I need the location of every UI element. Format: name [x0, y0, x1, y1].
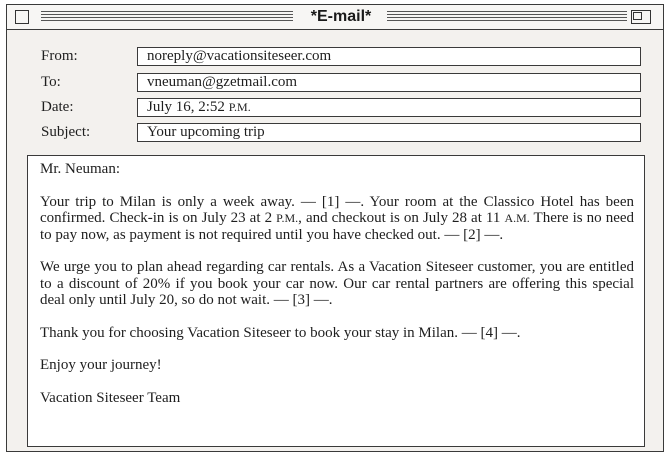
paragraph-1-part-a: Your trip to Milan is only a week away. — [1] —. Your room at the Classico Hotel has been confirmed. Check-in is on July 23 at 2	[40, 193, 634, 226]
paragraph-3: Thank you for choosing Vacation Siteseer to book your stay in Milan. — [4] —.	[40, 324, 521, 341]
greeting: Mr. Neuman:	[40, 161, 120, 177]
email-window	[6, 4, 664, 452]
date-label: Date:	[41, 99, 74, 115]
subject-field[interactable]: Your upcoming trip	[137, 123, 641, 142]
to-field[interactable]: vneuman@gzetmail.com	[137, 73, 641, 92]
title-bar-stripes-right	[387, 11, 627, 21]
from-field[interactable]: noreply@vacationsiteseer.com	[137, 47, 641, 66]
paragraph-1-pm: P.M.	[276, 211, 299, 225]
to-label: To:	[41, 74, 61, 90]
from-label: From:	[41, 48, 78, 64]
date-value: July 16, 2:52	[147, 99, 229, 115]
paragraph-2: We urge you to plan ahead regarding car rentals. As a Vacation Siteseer customer, you are entitled to a discount of 20% if you book your car now. Our car rental partners are offering this special deal only until July 20, so do not wait. — [3] —.	[40, 259, 634, 308]
title-bar[interactable]	[7, 5, 663, 30]
zoom-box-icon[interactable]	[631, 10, 651, 24]
title-bar-stripes-left	[41, 11, 293, 21]
paragraph-1-part-b: , and checkout is on July 28 at 11	[298, 210, 505, 226]
paragraph-1-part-c: There is no need to pay now, as payment is not required until you have checked out. — [2] —.	[40, 210, 635, 243]
date-field[interactable]	[137, 98, 641, 117]
paragraph-1-am: A.M.	[504, 211, 530, 225]
date-ampm: P.M.	[228, 100, 251, 114]
subject-label: Subject:	[41, 124, 91, 140]
paragraph-1	[40, 194, 634, 244]
close-box-icon[interactable]	[15, 10, 29, 24]
window-title: *E-mail*	[299, 6, 383, 28]
message-body[interactable]	[27, 155, 645, 447]
signature: Vacation Siteseer Team	[40, 389, 181, 406]
paragraph-4: Enjoy your journey!	[40, 357, 162, 373]
